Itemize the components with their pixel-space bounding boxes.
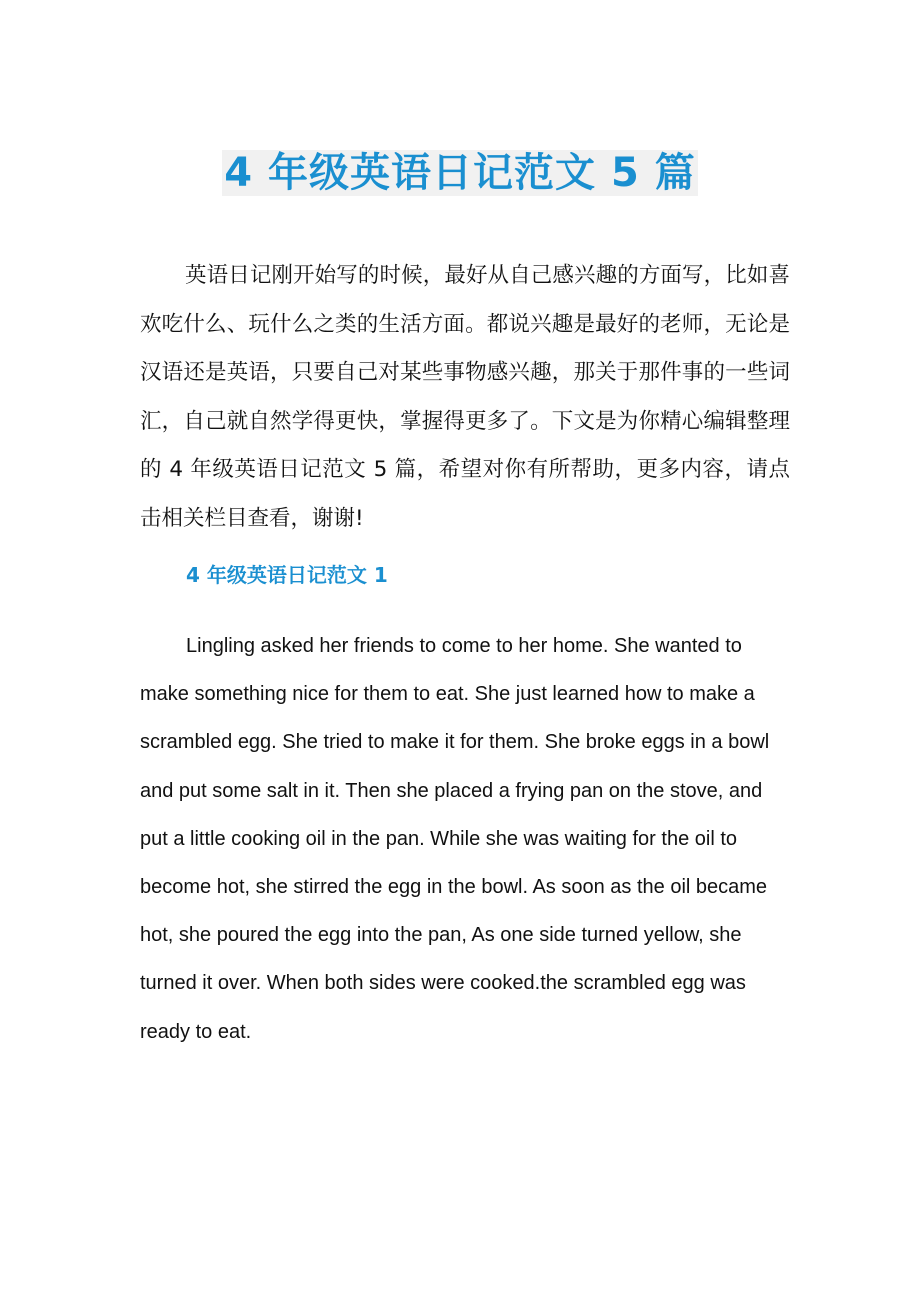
intro-paragraph: 英语日记刚开始写的时候，最好从自己感兴趣的方面写，比如喜欢吃什么、玩什么之类的生活方面。都说兴趣是最好的老师，无论是汉语还是英语，只要自己对某些事物感兴趣，那关于那件事的一些词汇，自己就自然学得更快，掌握得更多了。下文是为你精心编辑整理的 4 年级英语日记范文 5 篇，希望对你有所帮助，更多内容，请点击相关栏目查看，谢谢! bbox=[140, 263, 790, 531]
document-title-text: 4 年级英语日记范文 5 篇 bbox=[224, 149, 696, 196]
document-title bbox=[0, 145, 920, 201]
section-heading: 4 年级英语日记范文 1 bbox=[186, 563, 388, 587]
essay-paragraph: Lingling asked her friends to come to her home. She wanted to make something nice for them to eat. She just learned how to make a scrambled egg. She tried to make it for them. She broke eggs in a bowl and put some salt in it. Then she placed a frying pan on the stove, and put a little cooking oil in the pan. While she was waiting for the oil to become hot, she stirred the egg in the bowl. As soon as the oil became hot, she poured the egg into the pan, As one side turned yellow, she turned it over. When both sides were cooked.the scrambled egg was ready to eat. bbox=[140, 635, 770, 1043]
